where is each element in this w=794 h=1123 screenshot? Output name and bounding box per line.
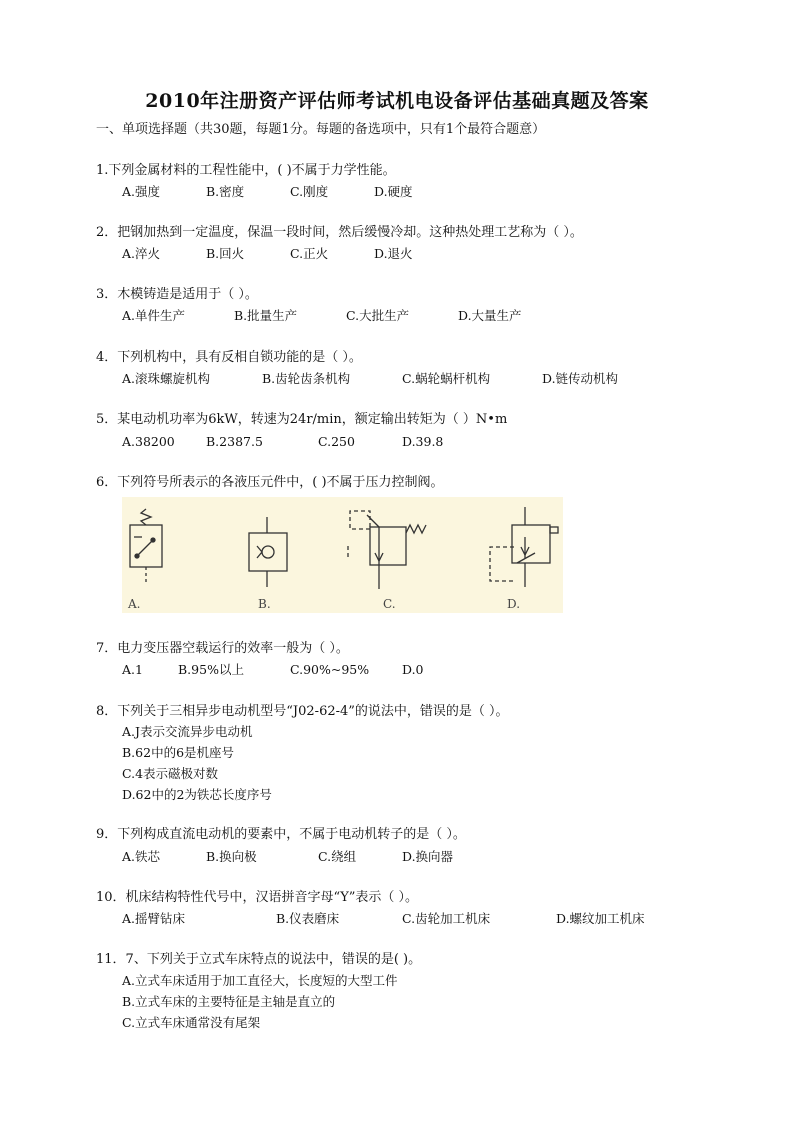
symbol-d-label: D. bbox=[507, 597, 521, 611]
question-5-option-a: A.38200 bbox=[122, 434, 175, 449]
question-3-option-b: B.批量生产 bbox=[234, 308, 298, 323]
question-2-option-d: D.退火 bbox=[374, 246, 413, 261]
question-2-stem: 2．把钢加热到一定温度，保温一段时间，然后缓慢冷却。这种热处理工艺称为（ ）。 bbox=[96, 225, 583, 240]
question-5-option-d: D.39.8 bbox=[402, 434, 444, 449]
symbol-c bbox=[348, 511, 426, 589]
question-7-option-b: B.95%以上 bbox=[178, 662, 244, 677]
question-3-option-c: C.大批生产 bbox=[346, 308, 410, 323]
question-7-option-c: C.90%~95% bbox=[290, 662, 370, 677]
question-1-option-c: C.刚度 bbox=[290, 184, 329, 199]
question-10-option-b: B.仪表磨床 bbox=[276, 911, 340, 926]
question-9-option-b: B.换向极 bbox=[206, 849, 257, 864]
question-1-option-a: A.强度 bbox=[122, 184, 161, 199]
question-4-option-d: D.链传动机构 bbox=[542, 371, 619, 386]
question-9-option-a: A.铁芯 bbox=[122, 849, 161, 864]
question-10-option-c: C.齿轮加工机床 bbox=[402, 911, 491, 926]
question-2-option-a: A.淬火 bbox=[122, 246, 161, 261]
question-8-option-a: A.J表示交流异步电动机 bbox=[122, 724, 253, 739]
question-4-option-a: A.滚珠螺旋机构 bbox=[122, 371, 211, 386]
question-8-stem: 8．下列关于三相异步电动机型号“J02-62-4”的说法中，错误的是（ ）。 bbox=[96, 704, 509, 719]
symbol-c-label: C. bbox=[383, 597, 396, 611]
question-11-option-a: A.立式车床适用于加工直径大，长度短的大型工件 bbox=[122, 973, 398, 988]
question-9-option-c: C.绕组 bbox=[318, 849, 357, 864]
question-2-option-c: C.正火 bbox=[290, 246, 329, 261]
question-8-option-b: B.62中的6是机座号 bbox=[122, 745, 235, 760]
question-1-option-b: B.密度 bbox=[206, 184, 245, 199]
question-3-stem: 3．木模铸造是适用于（ ）。 bbox=[96, 287, 258, 302]
question-5-stem: 5．某电动机功率为6kW，转速为24r/min，额定输出转矩为（ ）N•m bbox=[96, 412, 508, 427]
question-9-option-d: D.换向器 bbox=[402, 849, 454, 864]
section-heading: 一、单项选择题（共30题，每题1分。每题的备选项中，只有1个最符合题意） bbox=[96, 122, 546, 137]
symbol-b-label: B. bbox=[258, 597, 271, 611]
question-11-option-b: B.立式车床的主要特征是主轴是直立的 bbox=[122, 994, 336, 1009]
symbol-b bbox=[249, 517, 287, 587]
page-title: 2010年注册资产评估师考试机电设备评估基础真题及答案 bbox=[145, 90, 649, 112]
question-1-option-d: D.硬度 bbox=[374, 184, 413, 199]
hydraulic-symbols-figure bbox=[122, 497, 563, 613]
question-4-stem: 4．下列机构中，具有反相自锁功能的是（ ）。 bbox=[96, 350, 362, 365]
question-7-stem: 7．电力变压器空载运行的效率一般为（ ）。 bbox=[96, 641, 349, 656]
symbol-a-label: A. bbox=[128, 597, 141, 611]
question-3-option-a: A.单件生产 bbox=[122, 308, 186, 323]
question-3-option-d: D.大量生产 bbox=[458, 308, 522, 323]
question-2-option-b: B.回火 bbox=[206, 246, 245, 261]
question-11-option-c: C.立式车床通常没有尾架 bbox=[122, 1015, 261, 1030]
question-11-stem: 11．7、下列关于立式车床特点的说法中，错误的是( )。 bbox=[96, 952, 422, 967]
question-6-stem: 6．下列符号所表示的各液压元件中，( )不属于压力控制阀。 bbox=[96, 475, 444, 490]
hydraulic-symbols-drawing bbox=[122, 497, 563, 613]
symbol-a bbox=[130, 509, 162, 583]
question-8-option-c: C.4表示磁极对数 bbox=[122, 766, 219, 781]
question-10-option-a: A.摇臂钻床 bbox=[122, 911, 186, 926]
question-9-stem: 9．下列构成直流电动机的要素中，不属于电动机转子的是（ ）。 bbox=[96, 827, 466, 842]
question-7-option-d: D.0 bbox=[402, 662, 424, 677]
question-4-option-c: C.蜗轮蜗杆机构 bbox=[402, 371, 491, 386]
question-8-option-d: D.62中的2为铁芯长度序号 bbox=[122, 787, 272, 802]
question-1-stem: 1.下列金属材料的工程性能中，( )不属于力学性能。 bbox=[96, 163, 396, 178]
question-5-option-b: B.2387.5 bbox=[206, 434, 263, 449]
symbol-d bbox=[490, 507, 558, 587]
question-10-stem: 10．机床结构特性代号中，汉语拼音字母“Y”表示（ ）。 bbox=[96, 890, 419, 905]
question-5-option-c: C.250 bbox=[318, 434, 355, 449]
question-4-option-b: B.齿轮齿条机构 bbox=[262, 371, 351, 386]
question-7-option-a: A.1 bbox=[122, 662, 143, 677]
question-10-option-d: D.螺纹加工机床 bbox=[556, 911, 645, 926]
